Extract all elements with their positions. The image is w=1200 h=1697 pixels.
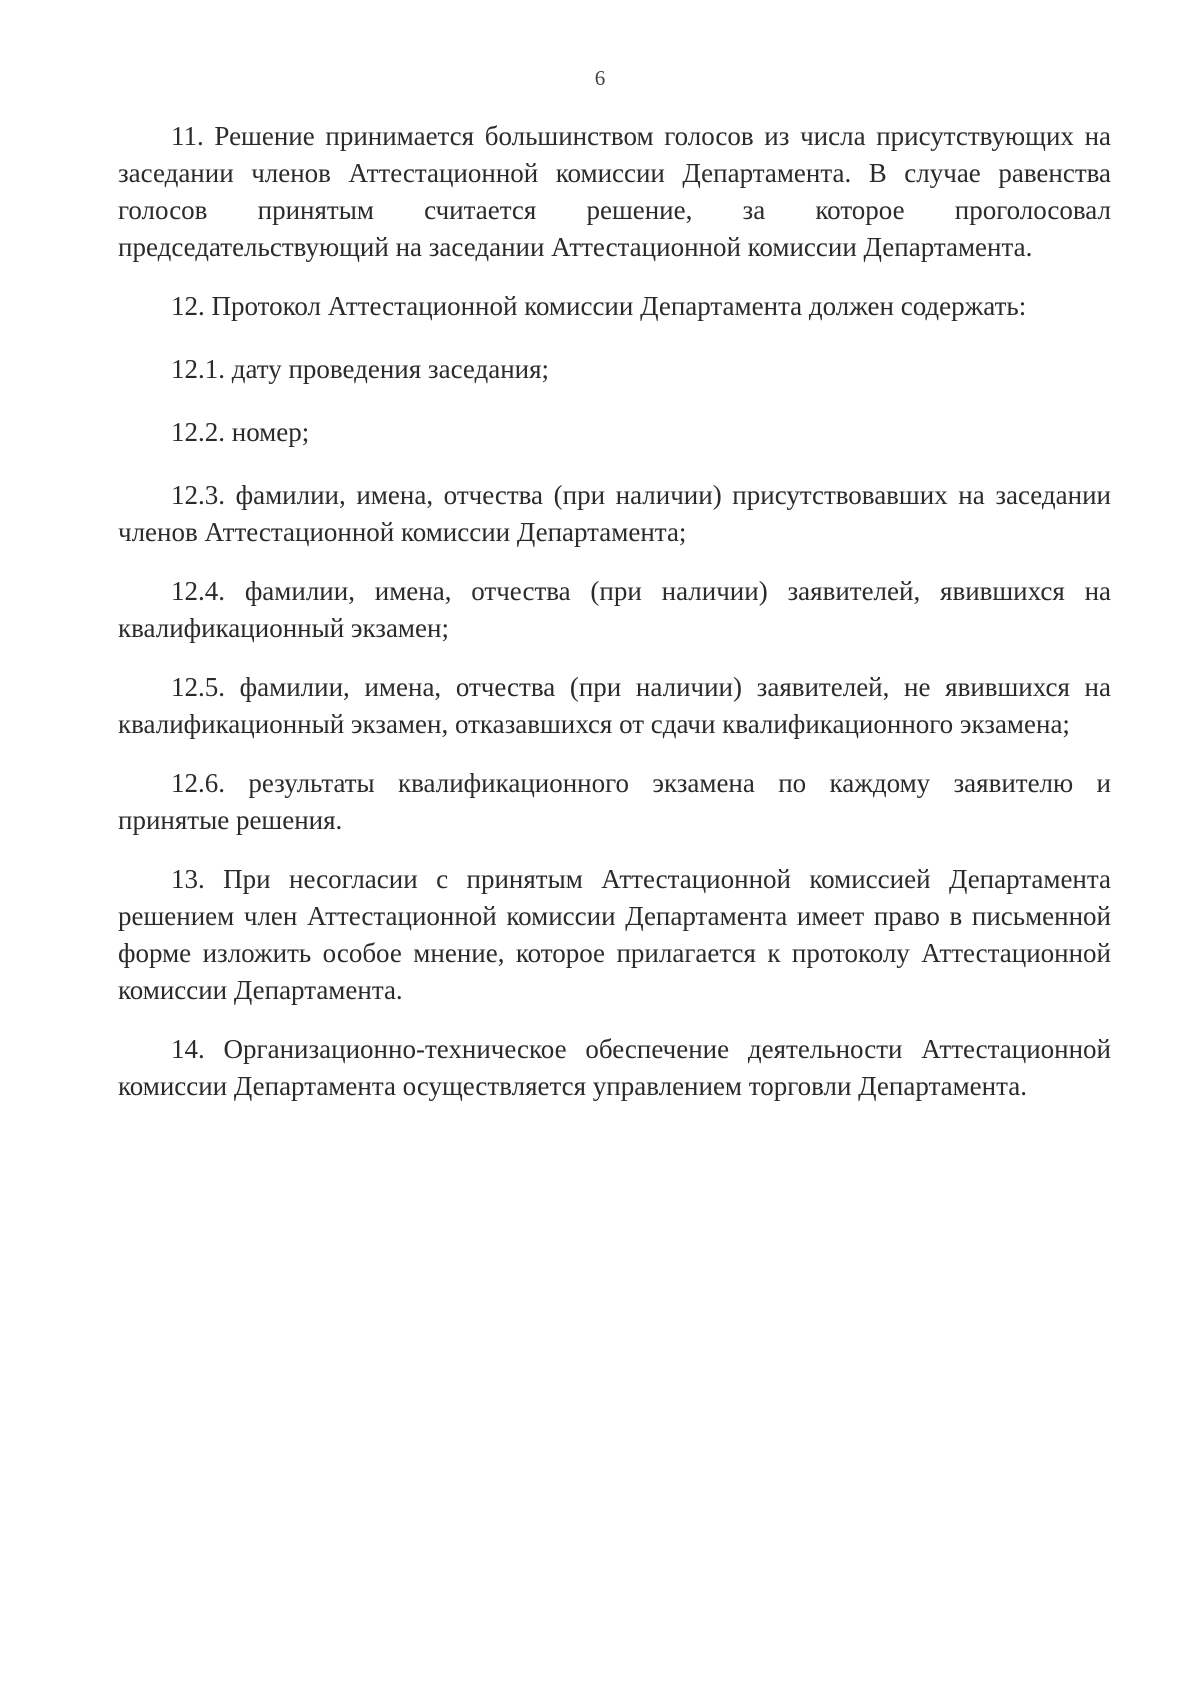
page-number: 6 [594,66,606,90]
document-body [118,118,1111,1127]
paragraph-12-4: 12.4. фамилии, имена, отчества (при наличии) заявителей, явившихся на квалификационный экзамен; [118,576,1111,643]
paragraph-12-6: 12.6. результаты квалификационного экзамена по каждому заявителю и принятые решения. [118,768,1111,835]
paragraph-12-5: 12.5. фамилии, имена, отчества (при наличии) заявителей, не явившихся на квалификационный экзамен, отказавшихся от сдачи квалификационного экзамена; [118,672,1111,739]
paragraph-12-3: 12.3. фамилии, имена, отчества (при наличии) присутствовавших на заседании членов Аттестационной комиссии Департамента; [118,480,1111,547]
paragraph-14: 14. Организационно-техническое обеспечение деятельности Аттестационной комиссии Департамента осуществляется управлением торговли Департамента. [118,1034,1111,1101]
paragraph-12: 12. Протокол Аттестационной комиссии Департамента должен содержать: [171,291,1027,321]
paragraph-11: 11. Решение принимается большинством голосов из числа присутствующих на заседании членов Аттестационной комиссии Департамента. В случае равенства голосов принятым считается решение, за которое проголосовал председательствующий на заседании Аттестационной комиссии Департамента. [118,121,1111,262]
paragraph-12-1: 12.1. дату проведения заседания; [171,354,550,384]
paragraph-12-2: 12.2. номер; [171,417,310,447]
paragraph-13: 13. При несогласии с принятым Аттестационной комиссией Департамента решением член Аттестационной комиссии Департамента имеет право в письменной форме изложить особое мнение, которое прилагается к протоколу Аттестационной комиссии Департамента. [118,864,1111,1005]
